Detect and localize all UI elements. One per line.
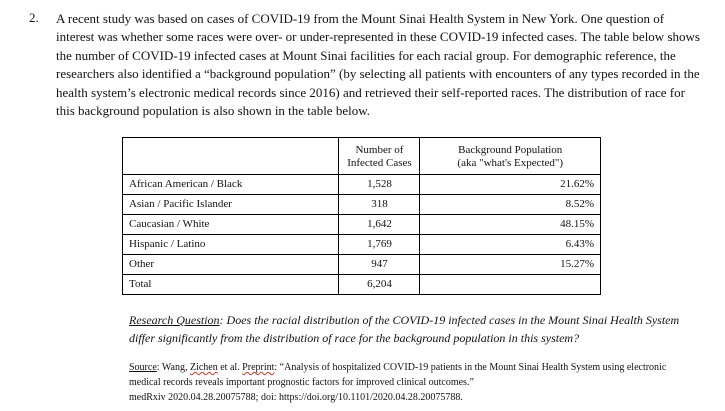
race-cell: Caucasian / White <box>123 215 339 235</box>
total-background-cell <box>420 275 601 295</box>
header-background-line1: Background Population <box>458 143 563 156</box>
table-row <box>123 175 601 195</box>
table-total-row <box>123 275 601 295</box>
cases-cell: 947 <box>339 255 420 275</box>
source-authors-start: : Wang, <box>156 362 190 373</box>
race-distribution-table <box>122 137 601 295</box>
race-cell: Hispanic / Latino <box>123 235 339 255</box>
total-label-cell: Total <box>123 275 339 295</box>
table-row <box>123 235 601 255</box>
research-question-text: : Does the racial distribution of the COVID-19 infected cases in the Mount Sinai Health System differ significantly from the distribution of race for the background population in this system? <box>129 313 680 345</box>
header-infected-cases <box>339 138 420 175</box>
source-reference: medRxiv 2020.04.28.20075788; doi: https://doi.org/10.1101/2020.04.28.20075788. <box>129 392 463 403</box>
research-question <box>129 311 689 347</box>
source-preprint-flagged: Preprint <box>242 362 275 373</box>
background-cell: 15.27% <box>420 255 601 275</box>
source-citation-text: : “Analysis of hospitalized COVID-19 patients in the Mount Sinai Health System using electronic medical records reveals important prognostic factors for improved clinical outcomes.” <box>129 362 667 388</box>
question-paragraph: A recent study was based on cases of COVID-19 from the Mount Sinai Health System in New York. One question of interest was whether some races were over- or under-represented in these COVID-19 infected cases. The table below shows the number of COVID-19 infected cases at Mount Sinai facilities for each racial group. For demographic reference, the researchers also identified a “background population” (by selecting all patients with encounters of any types recorded in the health system’s electronic medical records since 2016) and retrieved their self-reported races. The distribution of race for this background population is also shown in the table below. <box>56 11 700 119</box>
race-cell: Other <box>123 255 339 275</box>
cases-cell: 1,528 <box>339 175 420 195</box>
research-question-label: Research Question <box>129 313 220 327</box>
table-row <box>123 255 601 275</box>
header-background-population <box>420 138 601 175</box>
source-authors-end: et al. <box>217 362 243 373</box>
table-row <box>123 215 601 235</box>
source-citation <box>129 360 689 405</box>
total-cases-cell: 6,204 <box>339 275 420 295</box>
table-row <box>123 195 601 215</box>
background-cell: 6.43% <box>420 235 601 255</box>
race-cell: Asian / Pacific Islander <box>123 195 339 215</box>
race-cell: African American / Black <box>123 175 339 195</box>
header-race <box>123 138 339 175</box>
cases-cell: 1,769 <box>339 235 420 255</box>
background-cell: 48.15% <box>420 215 601 235</box>
header-infected-cases-line1: Number of <box>355 143 404 156</box>
question-number: 2. <box>29 10 39 25</box>
source-author-flagged: Zichen <box>189 362 218 373</box>
cases-cell: 1,642 <box>339 215 420 235</box>
source-label: Source <box>129 362 157 373</box>
header-background-line2: (aka "what's Expected") <box>457 156 564 169</box>
header-infected-cases-line2: Infected Cases <box>347 156 412 169</box>
background-cell: 21.62% <box>420 175 601 195</box>
table-header-row <box>123 138 601 175</box>
background-cell: 8.52% <box>420 195 601 215</box>
cases-cell: 318 <box>339 195 420 215</box>
